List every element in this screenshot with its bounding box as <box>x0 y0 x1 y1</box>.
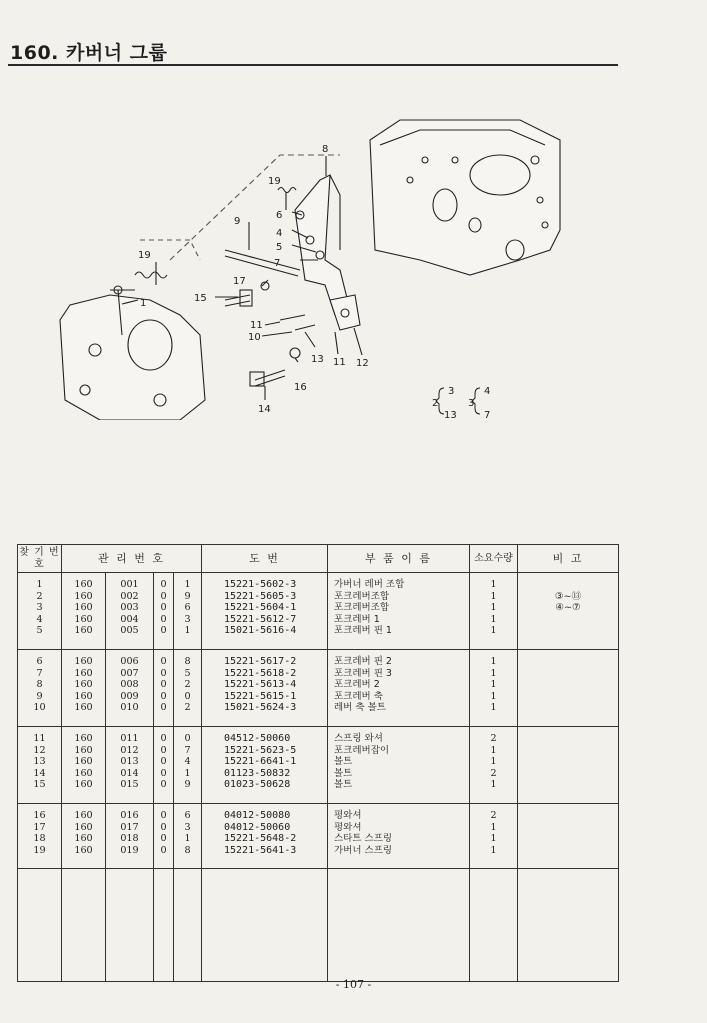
qty-cell: 1 <box>470 573 518 591</box>
empty-cell <box>154 869 174 982</box>
remark-cell <box>518 726 619 744</box>
page-title: 160. 카버너 그룹 <box>10 42 168 64</box>
bracket-b-top: 4 <box>484 386 491 397</box>
serial-cell: 007 <box>106 668 154 680</box>
table-row <box>18 679 619 691</box>
remark-cell <box>518 745 619 757</box>
part-name-cell: 볼트 <box>328 779 470 791</box>
find-no-cell: 18 <box>18 833 62 845</box>
qty-cell: 1 <box>470 591 518 603</box>
remark-cell <box>518 679 619 691</box>
callout-label: 5 <box>276 242 283 253</box>
callout-label: 1 <box>140 298 147 309</box>
drawing-no-cell: 15221-5612-7 <box>202 614 328 626</box>
rev-cell: 0 <box>154 833 174 845</box>
check-digit-cell: 1 <box>174 768 202 780</box>
empty-cell <box>106 791 154 804</box>
empty-cell <box>174 856 202 869</box>
check-digit-cell: 4 <box>174 756 202 768</box>
qty-cell: 1 <box>470 702 518 714</box>
group-code-cell: 160 <box>62 614 106 626</box>
part-name-cell: 볼트 <box>328 756 470 768</box>
serial-cell: 014 <box>106 768 154 780</box>
parts-table <box>17 544 619 982</box>
empty-cell <box>518 791 619 804</box>
group-code-cell: 160 <box>62 726 106 744</box>
find-no-cell: 9 <box>18 691 62 703</box>
rev-cell: 0 <box>154 691 174 703</box>
drawing-no-cell: 15221-6641-1 <box>202 756 328 768</box>
table-row <box>18 745 619 757</box>
empty-cell <box>18 637 62 650</box>
check-digit-cell: 3 <box>174 822 202 834</box>
remark-cell <box>518 649 619 667</box>
part-name-cell: 스타트 스프링 <box>328 833 470 845</box>
drawing-no-cell: 15021-5616-4 <box>202 625 328 637</box>
qty-cell: 1 <box>470 668 518 680</box>
empty-cell <box>202 637 328 650</box>
group-code-cell: 160 <box>62 803 106 821</box>
header-mgmt-no: 관 리 번 호 <box>62 545 202 573</box>
find-no-cell: 6 <box>18 649 62 667</box>
callout-label: 4 <box>276 228 283 239</box>
empty-cell <box>154 714 174 727</box>
callout-label: 17 <box>233 276 246 287</box>
rev-cell: 0 <box>154 602 174 614</box>
check-digit-cell: 9 <box>174 779 202 791</box>
parts-table-body <box>18 573 619 982</box>
header-remark: 비 고 <box>518 545 619 573</box>
qty-cell: 1 <box>470 822 518 834</box>
serial-cell: 008 <box>106 679 154 691</box>
empty-cell <box>470 856 518 869</box>
remark-cell <box>518 803 619 821</box>
drawing-no-cell: 15221-5605-3 <box>202 591 328 603</box>
table-row <box>18 614 619 626</box>
empty-cell <box>62 856 106 869</box>
qty-cell: 1 <box>470 745 518 757</box>
remark-cell: ④~⑦ <box>518 602 619 614</box>
rev-cell: 0 <box>154 803 174 821</box>
remark-cell <box>518 573 619 591</box>
find-no-cell: 4 <box>18 614 62 626</box>
qty-cell: 1 <box>470 602 518 614</box>
empty-cell <box>18 869 62 982</box>
bracket-b-lead: 3 <box>468 398 475 409</box>
empty-cell <box>328 856 470 869</box>
check-digit-cell: 2 <box>174 702 202 714</box>
group-code-cell: 160 <box>62 573 106 591</box>
group-code-cell: 160 <box>62 822 106 834</box>
empty-cell <box>518 714 619 727</box>
remark-cell <box>518 756 619 768</box>
qty-cell: 2 <box>470 768 518 780</box>
qty-cell: 1 <box>470 691 518 703</box>
part-name-cell: 포크레버 1 <box>328 614 470 626</box>
part-name-cell: 포크레버 핀 2 <box>328 649 470 667</box>
empty-cell <box>328 791 470 804</box>
drawing-no-cell: 15221-5615-1 <box>202 691 328 703</box>
check-digit-cell: 6 <box>174 803 202 821</box>
group-separator-row <box>18 856 619 869</box>
rev-cell: 0 <box>154 668 174 680</box>
remark-cell <box>518 822 619 834</box>
callout-label: 6 <box>276 210 283 221</box>
find-no-cell: 19 <box>18 845 62 857</box>
rev-cell: 0 <box>154 625 174 637</box>
remark-cell <box>518 702 619 714</box>
table-row <box>18 649 619 667</box>
rev-cell: 0 <box>154 591 174 603</box>
table-row <box>18 803 619 821</box>
empty-cell <box>328 714 470 727</box>
group-code-cell: 160 <box>62 602 106 614</box>
qty-cell: 1 <box>470 833 518 845</box>
part-name-cell: 포크레버조합 <box>328 591 470 603</box>
callout-label: 11 <box>333 357 346 368</box>
empty-cell <box>202 869 328 982</box>
find-no-cell: 16 <box>18 803 62 821</box>
table-row <box>18 726 619 744</box>
check-digit-cell: 5 <box>174 668 202 680</box>
group-code-cell: 160 <box>62 668 106 680</box>
drawing-no-cell: 15221-5604-1 <box>202 602 328 614</box>
empty-cell <box>174 791 202 804</box>
remark-cell <box>518 833 619 845</box>
blank-row <box>18 869 619 982</box>
rev-cell: 0 <box>154 614 174 626</box>
empty-cell <box>518 869 619 982</box>
table-row <box>18 779 619 791</box>
rev-cell: 0 <box>154 702 174 714</box>
serial-cell: 013 <box>106 756 154 768</box>
table-row <box>18 702 619 714</box>
qty-cell: 1 <box>470 756 518 768</box>
serial-cell: 016 <box>106 803 154 821</box>
check-digit-cell: 7 <box>174 745 202 757</box>
empty-cell <box>518 856 619 869</box>
find-no-cell: 11 <box>18 726 62 744</box>
empty-cell <box>154 637 174 650</box>
drawing-no-cell: 15221-5641-3 <box>202 845 328 857</box>
find-no-cell: 15 <box>18 779 62 791</box>
serial-cell: 017 <box>106 822 154 834</box>
callout-label: 15 <box>194 293 207 304</box>
callout-label: 9 <box>234 216 241 227</box>
empty-cell <box>174 714 202 727</box>
rev-cell: 0 <box>154 845 174 857</box>
part-name-cell: 평와셔 <box>328 803 470 821</box>
check-digit-cell: 1 <box>174 573 202 591</box>
rev-cell: 0 <box>154 573 174 591</box>
group-code-cell: 160 <box>62 702 106 714</box>
empty-cell <box>18 714 62 727</box>
empty-cell <box>62 637 106 650</box>
empty-cell <box>470 637 518 650</box>
drawing-no-cell: 15221-5602-3 <box>202 573 328 591</box>
drawing-no-cell: 15221-5648-2 <box>202 833 328 845</box>
check-digit-cell: 3 <box>174 614 202 626</box>
empty-cell <box>106 856 154 869</box>
serial-cell: 018 <box>106 833 154 845</box>
qty-cell: 2 <box>470 726 518 744</box>
bracket-a-lead: 2 <box>432 398 439 409</box>
empty-cell <box>470 869 518 982</box>
drawing-no-cell: 15221-5613-4 <box>202 679 328 691</box>
qty-cell: 1 <box>470 649 518 667</box>
callout-label: 12 <box>356 358 369 369</box>
part-name-cell: 가버너 스프링 <box>328 845 470 857</box>
find-no-cell: 2 <box>18 591 62 603</box>
header-drawing-no: 도 번 <box>202 545 328 573</box>
part-name-cell: 포크레버잡이 <box>328 745 470 757</box>
callout-label: 14 <box>258 404 271 415</box>
check-digit-cell: 1 <box>174 625 202 637</box>
bracket-b-bottom: 7 <box>484 410 491 420</box>
empty-cell <box>154 856 174 869</box>
table-header-row <box>18 545 619 573</box>
drawing-no-cell: 15221-5617-2 <box>202 649 328 667</box>
find-no-cell: 3 <box>18 602 62 614</box>
serial-cell: 001 <box>106 573 154 591</box>
empty-cell <box>106 714 154 727</box>
group-separator-row <box>18 791 619 804</box>
empty-cell <box>174 869 202 982</box>
rev-cell: 0 <box>154 649 174 667</box>
table-row <box>18 833 619 845</box>
group-code-cell: 160 <box>62 679 106 691</box>
table-row <box>18 591 619 603</box>
empty-cell <box>62 869 106 982</box>
title-rule <box>8 64 618 66</box>
header-part-name: 부 품 이 름 <box>328 545 470 573</box>
callout-label: 11 <box>250 320 263 331</box>
drawing-no-cell: 04012-50080 <box>202 803 328 821</box>
find-no-cell: 14 <box>18 768 62 780</box>
callout-label: 16 <box>294 382 307 393</box>
empty-cell <box>62 791 106 804</box>
remark-cell: ③~⑬ <box>518 591 619 603</box>
drawing-no-cell: 01123-50832 <box>202 768 328 780</box>
serial-cell: 015 <box>106 779 154 791</box>
part-name-cell: 평와셔 <box>328 822 470 834</box>
page-number: - 107 - <box>335 978 372 991</box>
drawing-no-cell: 15221-5623-5 <box>202 745 328 757</box>
empty-cell <box>328 869 470 982</box>
drawing-no-cell: 04512-50060 <box>202 726 328 744</box>
rev-cell: 0 <box>154 822 174 834</box>
callout-label: 13 <box>311 354 324 365</box>
rev-cell: 0 <box>154 726 174 744</box>
group-code-cell: 160 <box>62 745 106 757</box>
table-row <box>18 625 619 637</box>
serial-cell: 002 <box>106 591 154 603</box>
find-no-cell: 12 <box>18 745 62 757</box>
remark-cell <box>518 668 619 680</box>
qty-cell: 2 <box>470 803 518 821</box>
table-row <box>18 668 619 680</box>
remark-cell <box>518 768 619 780</box>
check-digit-cell: 9 <box>174 591 202 603</box>
check-digit-cell: 1 <box>174 833 202 845</box>
find-no-cell: 13 <box>18 756 62 768</box>
serial-cell: 004 <box>106 614 154 626</box>
check-digit-cell: 6 <box>174 602 202 614</box>
find-no-cell: 7 <box>18 668 62 680</box>
find-no-cell: 1 <box>18 573 62 591</box>
group-code-cell: 160 <box>62 649 106 667</box>
group-code-cell: 160 <box>62 691 106 703</box>
rev-cell: 0 <box>154 779 174 791</box>
table-row <box>18 602 619 614</box>
serial-cell: 003 <box>106 602 154 614</box>
serial-cell: 009 <box>106 691 154 703</box>
part-name-cell: 포크레버 축 <box>328 691 470 703</box>
check-digit-cell: 0 <box>174 726 202 744</box>
serial-cell: 010 <box>106 702 154 714</box>
qty-cell: 1 <box>470 779 518 791</box>
qty-cell: 1 <box>470 679 518 691</box>
empty-cell <box>518 637 619 650</box>
group-code-cell: 160 <box>62 833 106 845</box>
check-digit-cell: 2 <box>174 679 202 691</box>
group-separator-row <box>18 637 619 650</box>
empty-cell <box>106 637 154 650</box>
find-no-cell: 17 <box>18 822 62 834</box>
find-no-cell: 5 <box>18 625 62 637</box>
part-name-cell: 포크레버 핀 3 <box>328 668 470 680</box>
group-code-cell: 160 <box>62 779 106 791</box>
bracket-a-top: 3 <box>448 386 455 397</box>
part-name-cell: 가버너 레버 조합 <box>328 573 470 591</box>
callout-label: 19 <box>268 176 281 187</box>
group-code-cell: 160 <box>62 768 106 780</box>
empty-cell <box>62 714 106 727</box>
empty-cell <box>174 637 202 650</box>
empty-cell <box>202 856 328 869</box>
empty-cell <box>470 791 518 804</box>
rev-cell: 0 <box>154 756 174 768</box>
part-name-cell: 포크레버조합 <box>328 602 470 614</box>
table-row <box>18 756 619 768</box>
callout-label: 19 <box>138 250 151 261</box>
qty-cell: 1 <box>470 625 518 637</box>
check-digit-cell: 8 <box>174 845 202 857</box>
callout-label: 10 <box>248 332 261 343</box>
serial-cell: 012 <box>106 745 154 757</box>
serial-cell: 019 <box>106 845 154 857</box>
part-name-cell: 스프링 와셔 <box>328 726 470 744</box>
remark-cell <box>518 625 619 637</box>
table-row <box>18 845 619 857</box>
callout-label: 8 <box>322 144 329 155</box>
check-digit-cell: 0 <box>174 691 202 703</box>
empty-cell <box>106 869 154 982</box>
group-code-cell: 160 <box>62 591 106 603</box>
exploded-view-diagram <box>40 100 600 420</box>
group-code-cell: 160 <box>62 756 106 768</box>
part-name-cell: 포크레버 2 <box>328 679 470 691</box>
check-digit-cell: 8 <box>174 649 202 667</box>
empty-cell <box>18 791 62 804</box>
drawing-no-cell: 15021-5624-3 <box>202 702 328 714</box>
drawing-no-cell: 15221-5618-2 <box>202 668 328 680</box>
serial-cell: 005 <box>106 625 154 637</box>
empty-cell <box>18 856 62 869</box>
rev-cell: 0 <box>154 679 174 691</box>
find-no-cell: 8 <box>18 679 62 691</box>
drawing-no-cell: 01023-50628 <box>202 779 328 791</box>
part-name-cell: 볼트 <box>328 768 470 780</box>
empty-cell <box>328 637 470 650</box>
qty-cell: 1 <box>470 845 518 857</box>
header-qty: 소요수량 <box>470 545 518 573</box>
callout-label: 7 <box>274 258 281 269</box>
group-code-cell: 160 <box>62 845 106 857</box>
bracket-a-bottom: 13 <box>444 410 457 420</box>
rev-cell: 0 <box>154 768 174 780</box>
remark-cell <box>518 845 619 857</box>
group-separator-row <box>18 714 619 727</box>
group-code-cell: 160 <box>62 625 106 637</box>
part-name-cell: 포크레버 핀 1 <box>328 625 470 637</box>
empty-cell <box>154 791 174 804</box>
find-no-cell: 10 <box>18 702 62 714</box>
empty-cell <box>202 714 328 727</box>
remark-cell <box>518 614 619 626</box>
table-row <box>18 768 619 780</box>
drawing-no-cell: 04012-50060 <box>202 822 328 834</box>
empty-cell <box>202 791 328 804</box>
table-row <box>18 573 619 591</box>
qty-cell: 1 <box>470 614 518 626</box>
table-row <box>18 822 619 834</box>
empty-cell <box>470 714 518 727</box>
header-find-no: 찾 기 번 호 <box>18 545 62 573</box>
remark-cell <box>518 691 619 703</box>
serial-cell: 011 <box>106 726 154 744</box>
remark-cell <box>518 779 619 791</box>
table-row <box>18 691 619 703</box>
part-name-cell: 레버 축 볼트 <box>328 702 470 714</box>
rev-cell: 0 <box>154 745 174 757</box>
serial-cell: 006 <box>106 649 154 667</box>
